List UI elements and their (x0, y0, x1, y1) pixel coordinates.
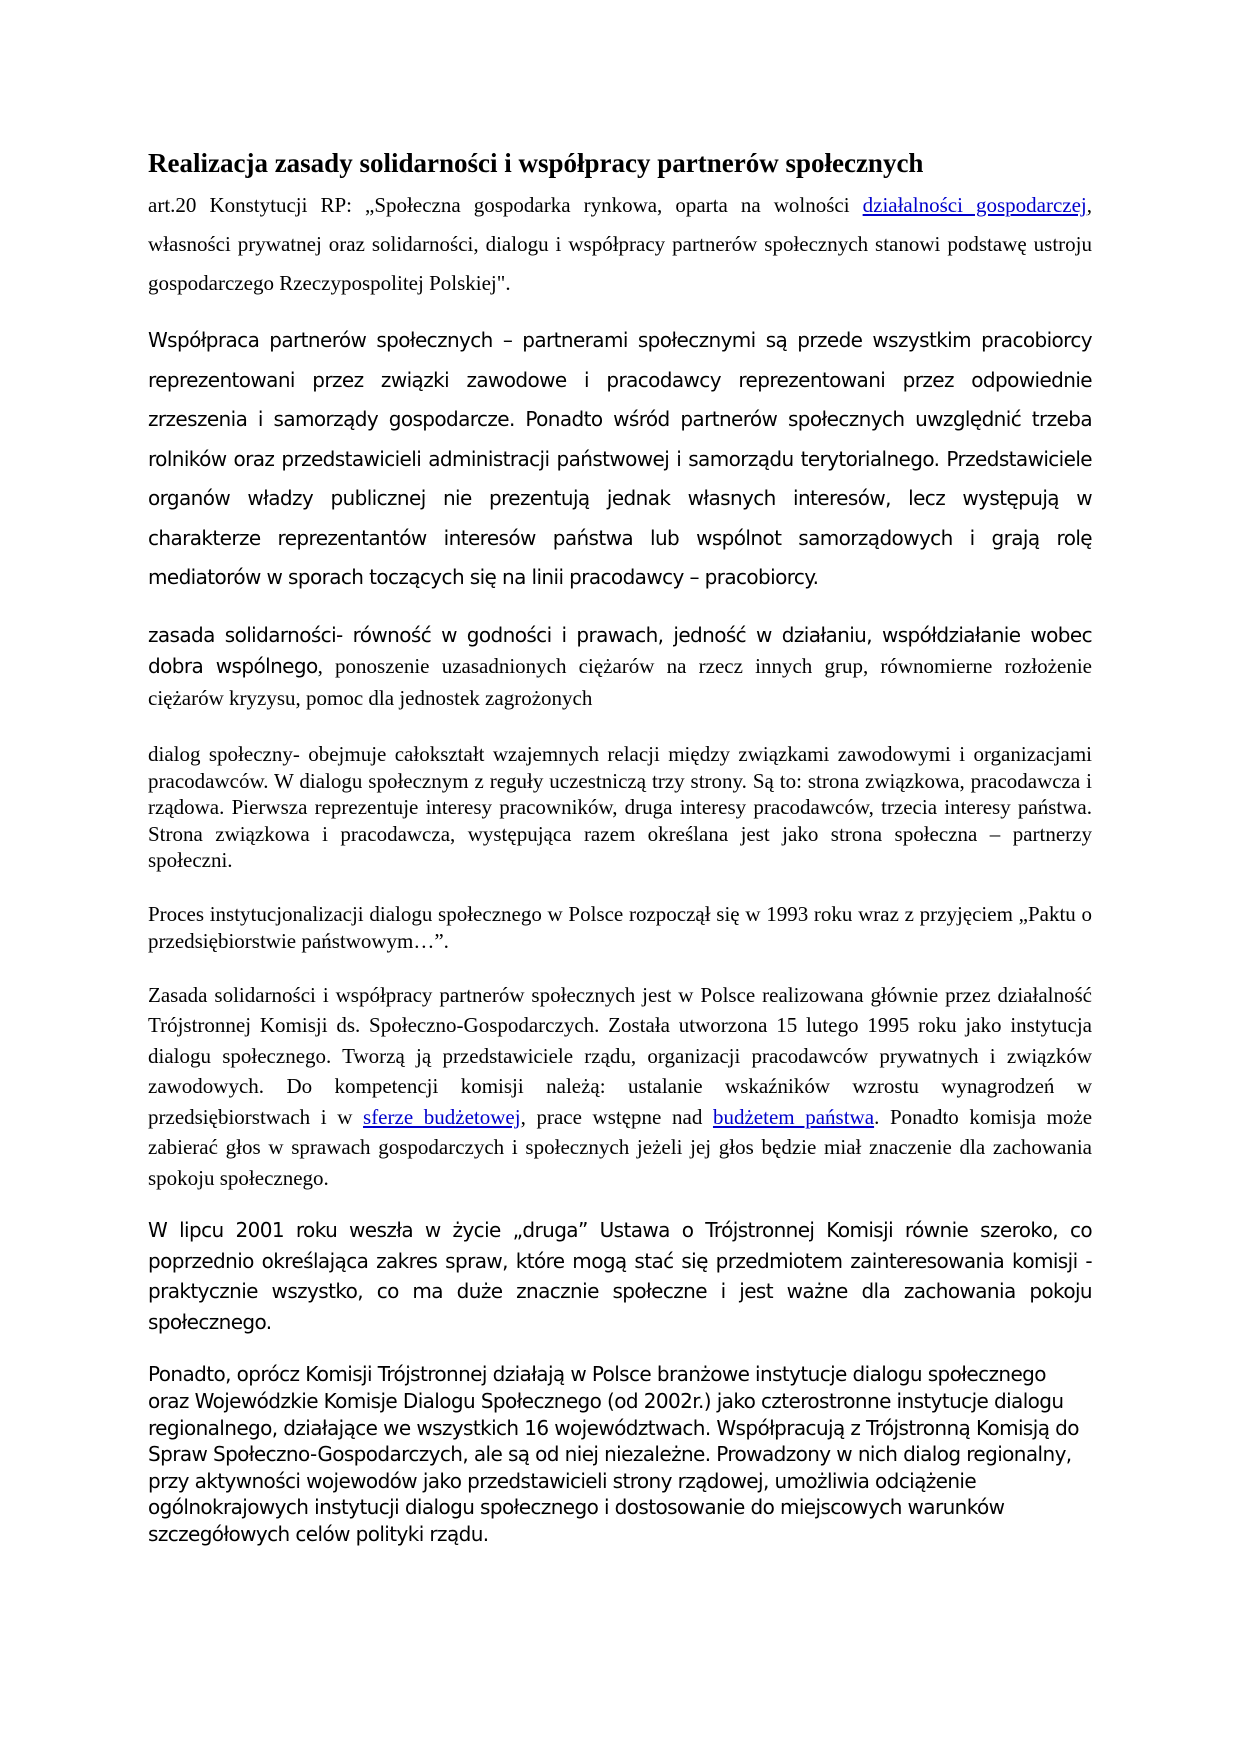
link-sferze-budzetowej[interactable]: sferze budżetowej (363, 1104, 521, 1129)
paragraph-social-partners: Współpraca partnerów społecznych – partnerami społecznymi są przede wszystkim pracobiorcy reprezentowani przez związki zawodowe i pracodawcy reprezentowani przez odpowiednie zrzeszenia i samorządy gospodarcze. Ponadto wśród partnerów społecznych uwzględnić trzeba rolników oraz przedstawicieli administracji państwowej i samorządu terytorialnego. Przedstawiciele organów władzy publicznej nie prezentują jednak własnych interesów, lecz występują w charakterze reprezentantów interesów państwa lub wspólnot samorządowych i grają rolę mediatorów w sporach toczących się na linii pracodawcy – pracobiorcy. (148, 328, 1092, 589)
paragraph-regional-commissions: Ponadto, oprócz Komisji Trójstronnej działają w Polsce branżowe instytucje dialogu społecznego oraz Wojewódzkie Komisje Dialogu Społecznego (od 2002r.) jako czterostronne instytucje dialogu regionalnego, działające we wszystkich 16 województwach. Współpracują z Trójstronną Komisją do Spraw Społeczno-Gospodarczych, ale są od niej niezależne. Prowadzony w nich dialog regionalny, przy aktywności wojewodów jako przedstawicieli strony rządowej, umożliwia odciążenie ogólnokrajowych instytucji dialogu społecznego i dostosowanie do miejscowych warunków szczegółowych celów polityki rządu. (148, 1362, 1079, 1547)
paragraph-2001-act: W lipcu 2001 roku weszła w życie „druga” Ustawa o Trójstronnej Komisji równie szeroko, co poprzednio określająca zakres spraw, które mogą stać się przedmiotem zainteresowania komisji - praktycznie wszystko, co ma duże znacznie społeczne i jest ważne dla zachowania pokoju społecznego. (148, 1218, 1092, 1334)
paragraph-tripartite-commission (148, 980, 1092, 1194)
paragraph-text: zasada solidarności- równość w godności i prawach, jedność w działaniu, współdziałanie wobec dobra wspólnego (148, 622, 1092, 678)
paragraph-social-dialogue: dialog społeczny- obejmuje całokształt wzajemnych relacji między związkami zawodowymi i organizacjami pracodawców. W dialogu społecznym z reguły uczestniczą trzy strony. Są to: strona związkowa, pracodawcza i rządowa. Pierwsza reprezentuje interesy pracowników, druga interesy pracodawców, trzecia interesy państwa. Strona związkowa i pracodawcza, występująca razem określana jest jako strona społeczna – partnerzy społeczni. (148, 742, 1092, 873)
link-budzetem-panstwa[interactable]: budżetem państwa (712, 1104, 875, 1129)
paragraph-text: , ponoszenie uzasadnionych ciężarów na rzecz innych grup, równomierne rozłożenie ciężarów kryzysu, pomoc dla jednostek zagrożonych (148, 654, 1092, 710)
link-dzialalnosci-gospodarczej[interactable]: działalności gospodarczej (862, 193, 1087, 217)
paragraph-text: art.20 Konstytucji RP: „Społeczna gospodarka rynkowa, oparta na wolności (148, 193, 863, 217)
paragraph-text: , własności prywatnej oraz solidarności, dialogu i współpracy partnerów społecznych stanowi podstawę ustroju gospodarczego Rzeczypospolitej Polskiej". (148, 193, 1093, 295)
document-page (148, 146, 1092, 1548)
paragraph-institutionalization: Proces instytucjonalizacji dialogu społecznego w Polsce rozpoczął się w 1993 roku wraz z przyjęciem „Paktu o przedsiębiorstwie państwowym…”. (148, 901, 1092, 953)
paragraph-constitution-article (148, 186, 1092, 303)
paragraph-text: . Ponadto komisja może zabierać głos w sprawach gospodarczych i społecznych jeżeli jej głos będzie miał znaczenie dla zachowania spokoju społecznego. (148, 1104, 1093, 1190)
paragraph-text: , prace wstępne nad (520, 1104, 713, 1129)
document-title: Realizacja zasady solidarności i współpracy partnerów społecznych (148, 148, 924, 178)
paragraph-text: Zasada solidarności i współpracy partnerów społecznych jest w Polsce realizowana głównie przez działalność Trójstronnej Komisji ds. Społeczno-Gospodarczych. Została utworzona 15 lutego 1995 roku jako instytucja dialogu społecznego. Tworzą ją przedstawiciele rządu, organizacji pracodawców prywatnych i związków zawodowych. Do kompetencji komisji należą: ustalanie wskaźników wzrostu wynagrodzeń w przedsiębiorstwach i w (148, 982, 1092, 1129)
paragraph-solidarity-principle (148, 620, 1092, 715)
